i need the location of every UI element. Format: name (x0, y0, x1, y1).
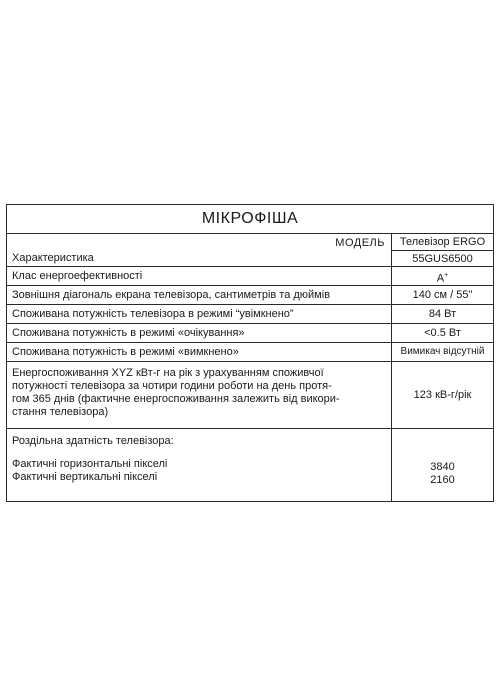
resolution-labels (7, 429, 392, 501)
row-value (392, 267, 493, 285)
energy-consumption-row (7, 362, 493, 429)
row-value: 140 см / 55" (412, 289, 473, 301)
energy-line-4: стання телевізора) (12, 406, 109, 418)
resolution-heading: Роздільна здатність телевізора: (12, 435, 174, 447)
energy-value (392, 362, 493, 428)
horizontal-pixels-value: 3840 (430, 461, 455, 473)
diagonal-row (7, 286, 493, 305)
horizontal-pixels-label: Фактичні горизонтальні пікселі (12, 458, 168, 470)
row-label: Споживана потужність телевізора в режимі “увімкнено” (7, 305, 392, 323)
row-value: 84 Вт (428, 308, 457, 320)
energy-value-text: 123 кВ-г/рік (413, 389, 472, 401)
microfiche-title: МІКРОФІША (7, 205, 493, 234)
energy-description (7, 362, 392, 428)
row-label: Клас енергоефективності (7, 267, 392, 285)
standby-row (7, 324, 493, 343)
resolution-values (392, 429, 493, 501)
model-header-right (392, 234, 493, 266)
power-on-row (7, 305, 493, 324)
spacer (12, 448, 386, 458)
row-label: Споживана потужність в режимі «очікування» (7, 324, 392, 342)
row-label: Зовнішня діагональ екрана телевізора, сантиметрів та дюймів (7, 286, 392, 304)
microfiche-table (6, 204, 494, 502)
energy-class-sup: + (444, 272, 449, 279)
off-mode-row (7, 343, 493, 362)
resolution-row (7, 429, 493, 501)
model-header-left (7, 234, 392, 266)
product-name: Телевізор ERGO (392, 234, 493, 251)
row-value: <0.5 Вт (424, 327, 461, 339)
energy-class-value: A (436, 272, 445, 285)
model-label: МОДЕЛЬ (335, 237, 385, 249)
vertical-pixels-value: 2160 (430, 474, 455, 486)
row-value: Вимикач відсутній (400, 346, 485, 357)
model-header-row (7, 234, 493, 267)
row-label: Споживана потужність в режимі «вимкнено» (7, 343, 392, 361)
energy-line-2: потужності телевізора за чотири години роботи на день протя- (12, 380, 332, 392)
characteristics-label: Характеристика (12, 252, 94, 264)
model-code: 55GUS6500 (412, 253, 473, 265)
vertical-pixels-label: Фактичні вертикальні пікселі (12, 471, 158, 483)
energy-class-row (7, 267, 493, 286)
energy-line-3: гом 365 днів (фактичне енергоспоживання залежить від викори- (12, 393, 340, 405)
energy-line-1: Енергоспоживання XYZ кВт-г на рік з урахуванням споживчої (12, 367, 324, 379)
